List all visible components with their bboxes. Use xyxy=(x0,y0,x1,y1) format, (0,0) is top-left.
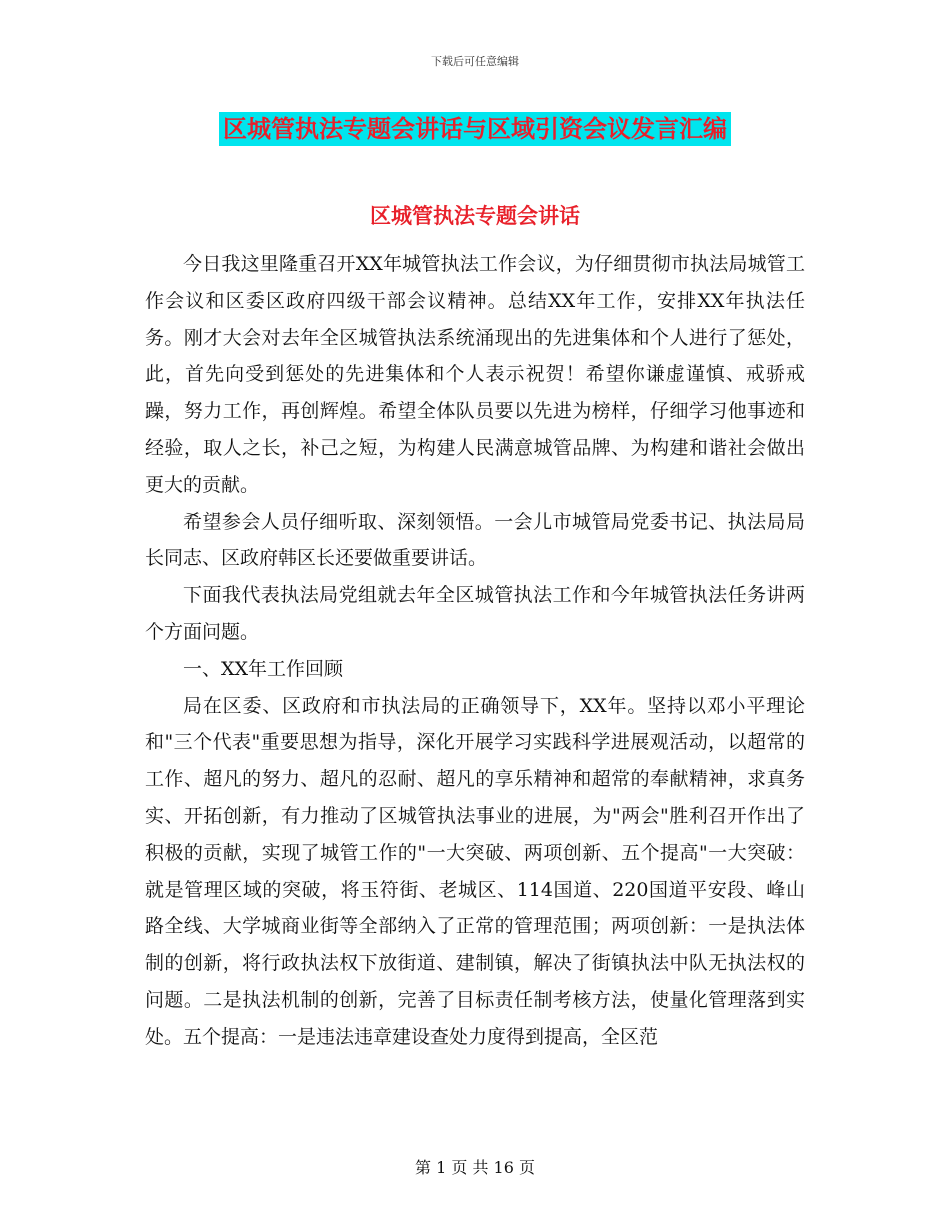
footer-suffix: 页 xyxy=(519,1158,536,1177)
footer-page-total: 16 xyxy=(493,1158,514,1177)
paragraph-opening: 今日我这里隆重召开XX年城管执法工作会议，为仔细贯彻市执法局城管工作会议和区委区政府四级干部会议精神。总结XX年工作，安排XX年执法任务。刚才大会对去年全区城管执法系统涌现出的先进集体和个人进行了惩处，此，首先向受到惩处的先进集体和个人表示祝贺！希望你谦虚谨慎、戒骄戒躁，努力工作，再创辉煌。希望全体队员要以先进为榜样，仔细学习他事迹和经验，取人之长，补己之短，为构建人民满意城管品牌、为构建和谐社会做出更大的贡献。 xyxy=(145,253,805,496)
section-title: 区城管执法专题会讲话 xyxy=(370,204,580,228)
document-body xyxy=(145,246,805,1056)
paragraph-agenda: 下面我代表执法局党组就去年全区城管执法工作和今年城管执法任务讲两个方面问题。 xyxy=(145,584,805,643)
document-title: 区城管执法专题会讲话与区域引资会议发言汇编 xyxy=(219,112,731,146)
page-footer xyxy=(0,1155,950,1178)
section-heading-review: 一、XX年工作回顾 xyxy=(183,657,344,680)
document-title-container xyxy=(0,112,950,146)
footer-prefix: 第 xyxy=(414,1158,431,1177)
paragraph-review: 局在区委、区政府和市执法局的正确领导下，XX年。坚持以邓小平理论和"三个代表"重要思想为指导，深化开展学习实践科学进展观活动，以超常的工作、超凡的努力、超凡的忍耐、超凡的享乐精神和超常的奉献精神，求真务实、开拓创新，有力推动了区城管执法事业的进展，为"两会"胜利召开作出了积极的贡献，实现了城管工作的"一大突破、两项创新、五个提高"一大突破：就是管理区域的突破，将玉符街、老城区、114国道、220国道平安段、峰山路全线、大学城商业街等全部纳入了正常的管理范围；两项创新：一是执法体制的创新，将行政执法权下放街道、建制镇，解决了街镇执法中队无执法权的问题。二是执法机制的创新，完善了目标责任制考核方法，使量化管理落到实处。五个提高：一是违法违章建设查处力度得到提高，全区范 xyxy=(145,694,805,1048)
footer-middle: 页 共 xyxy=(451,1158,489,1177)
footer-page-current: 1 xyxy=(436,1158,447,1177)
header-note: 下载后可任意编辑 xyxy=(431,55,519,68)
paragraph-attendees: 希望参会人员仔细听取、深刻领悟。一会儿市城管局党委书记、执法局局长同志、区政府韩区长还要做重要讲话。 xyxy=(145,510,805,570)
